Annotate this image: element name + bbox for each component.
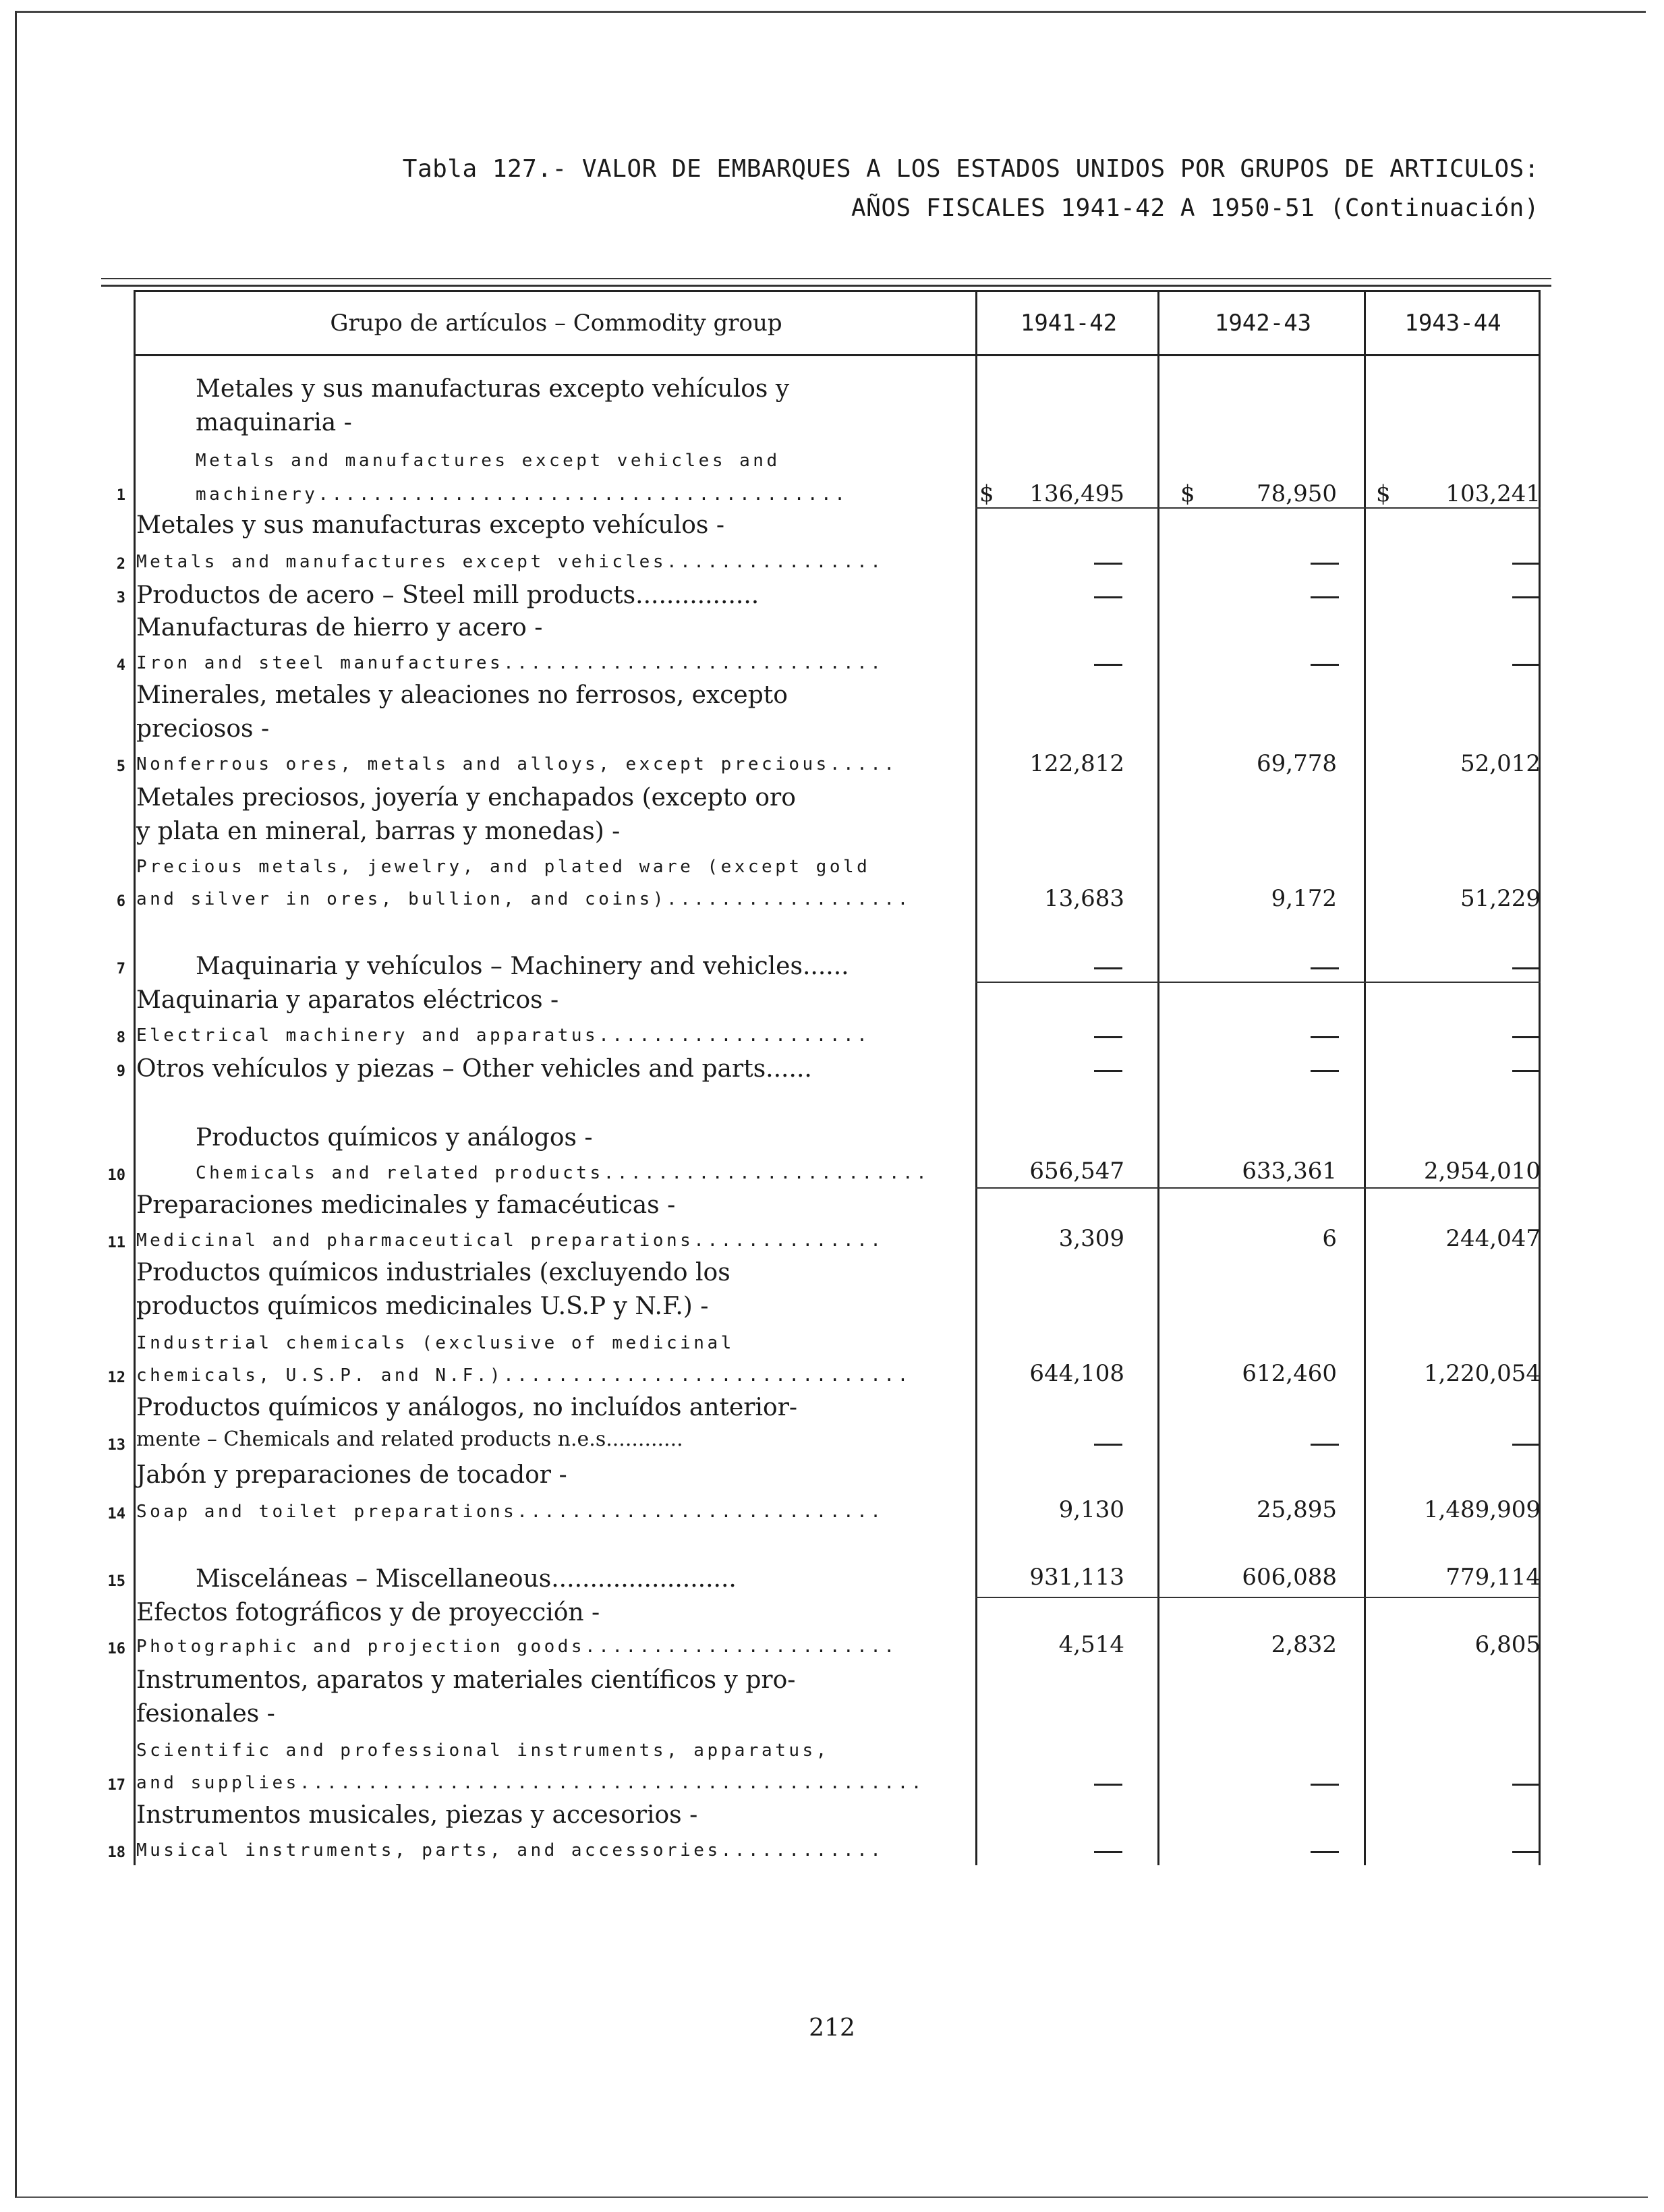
title-line-2: AÑOS FISCALES 1941-42 A 1950-51 (Continuación) — [851, 194, 1539, 222]
row-label-en: Precious metals, jewelry, and plated ware (except gold — [136, 857, 871, 877]
row-label-en: Photographic and projection goods....................... — [136, 1637, 898, 1657]
row-label-es: Efectos fotográficos y de proyección - — [136, 1599, 600, 1626]
empty-value-dash — [1311, 664, 1339, 666]
currency-sign: $ — [979, 480, 994, 507]
row-label-es: Otros vehículos y piezas – Other vehicles and parts...... — [136, 1055, 812, 1083]
row-label-es: Jabón y preparaciones de tocador - — [136, 1461, 567, 1489]
value-1942-43: 9,172 — [1271, 885, 1337, 912]
empty-value-dash — [1512, 1036, 1541, 1038]
table-title — [403, 150, 1539, 228]
row-number: 13 — [107, 1437, 125, 1454]
empty-value-dash — [1094, 1070, 1122, 1072]
empty-value-dash — [1512, 596, 1541, 598]
row-label-es: Manufacturas de hierro y acero - — [136, 614, 543, 642]
value-1941-42: 13,683 — [1044, 885, 1124, 912]
value-1943-44: 1,220,054 — [1423, 1360, 1541, 1387]
row-number: 7 — [116, 961, 125, 977]
row-label-es: fesionales - — [136, 1700, 275, 1728]
empty-value-dash — [1311, 1444, 1339, 1446]
row-label-en: Medicinal and pharmaceutical preparations.............. — [136, 1230, 884, 1251]
value-1942-43: 2,832 — [1271, 1631, 1337, 1658]
empty-value-dash — [1512, 1444, 1541, 1446]
currency-sign: $ — [1180, 480, 1195, 507]
empty-value-dash — [1311, 967, 1339, 969]
row-label-es: Maquinaria y aparatos eléctricos - — [136, 986, 559, 1014]
column-rule — [1157, 290, 1159, 1865]
row-label-es: Instrumentos musicales, piezas y accesorios - — [136, 1801, 698, 1829]
row-label-es: Preparaciones medicinales y famacéuticas - — [136, 1191, 676, 1219]
row-label-es: preciosos - — [136, 715, 270, 743]
row-number: 12 — [107, 1369, 125, 1386]
row-label-en: and silver in ores, bullion, and coins).................. — [136, 889, 911, 909]
column-rule — [975, 290, 977, 1865]
row-number: 6 — [116, 893, 125, 910]
value-1943-44: 1,489,909 — [1423, 1496, 1541, 1523]
header-rule — [101, 278, 1551, 279]
row-label-es: Instrumentos, aparatos y materiales científicos y pro- — [136, 1666, 796, 1694]
row-label-en: machinery....................................... — [196, 484, 849, 505]
row-label-es: Maquinaria y vehículos – Machinery and vehicles...... — [196, 953, 849, 980]
header-col-1942-43: 1942-43 — [1214, 310, 1312, 337]
header-rule — [101, 285, 1551, 287]
value-1941-42: 122,812 — [1029, 750, 1124, 777]
row-label-en: Nonferrous ores, metals and alloys, except precious..... — [136, 754, 898, 774]
row-label-en: Metals and manufactures except vehicles and — [196, 451, 780, 471]
row-label-es: Metales y sus manufacturas excepto vehículos y — [196, 375, 790, 403]
row-label-en: Soap and toilet preparations........................... — [136, 1502, 884, 1522]
empty-value-dash — [1311, 1784, 1339, 1786]
value-1942-43: 78,950 — [1257, 480, 1337, 507]
value-1941-42: 931,113 — [1029, 1564, 1124, 1591]
empty-value-dash — [1094, 563, 1122, 565]
row-label-es: Productos químicos y análogos, no incluídos anterior- — [136, 1394, 798, 1421]
value-1942-43: 69,778 — [1257, 750, 1337, 777]
empty-value-dash — [1311, 596, 1339, 598]
value-1942-43: 25,895 — [1257, 1496, 1337, 1523]
empty-value-dash — [1512, 1851, 1541, 1853]
row-label-es: Productos de acero – Steel mill products................ — [136, 582, 759, 609]
row-divider — [975, 982, 1541, 983]
row-number: 15 — [107, 1573, 125, 1590]
value-1943-44: 244,047 — [1445, 1225, 1541, 1252]
row-label-en: Iron and steel manufactures............................ — [136, 653, 884, 673]
row-label-es: Productos químicos industriales (excluyendo los — [136, 1259, 730, 1286]
row-number: 11 — [107, 1235, 125, 1251]
row-number: 10 — [107, 1167, 125, 1184]
row-number: 2 — [116, 556, 125, 573]
row-label-en: Electrical machinery and apparatus.................... — [136, 1025, 871, 1046]
header-col-1943-44: 1943-44 — [1404, 310, 1501, 337]
row-label-es: Productos químicos y análogos - — [196, 1124, 593, 1152]
value-1941-42: 644,108 — [1029, 1360, 1124, 1387]
empty-value-dash — [1311, 1851, 1339, 1853]
value-1941-42: 656,547 — [1029, 1158, 1124, 1185]
row-divider — [975, 1597, 1541, 1598]
row-label-es: productos químicos medicinales U.S.P y N.F.) - — [136, 1293, 709, 1320]
row-label-en: Scientific and professional instruments, apparatus, — [136, 1740, 830, 1761]
table-header — [134, 290, 1541, 356]
row-number: 1 — [116, 487, 125, 504]
row-number: 14 — [107, 1506, 125, 1523]
row-label-es: mente – Chemicals and related products n.e.s............ — [136, 1427, 683, 1451]
row-label-en: chemicals, U.S.P. and N.F.).............................. — [136, 1365, 911, 1386]
title-line-1: Tabla 127.- VALOR DE EMBARQUES A LOS ESTADOS UNIDOS POR GRUPOS DE ARTICULOS: — [402, 155, 1539, 183]
empty-value-dash — [1094, 1444, 1122, 1446]
empty-value-dash — [1311, 1036, 1339, 1038]
row-label-es: Metales y sus manufacturas excepto vehículos - — [136, 511, 725, 539]
empty-value-dash — [1094, 1784, 1122, 1786]
row-number: 9 — [116, 1063, 125, 1080]
column-rule — [1364, 290, 1366, 1865]
row-number: 18 — [107, 1844, 125, 1861]
value-1941-42: 4,514 — [1058, 1631, 1124, 1658]
empty-value-dash — [1512, 1070, 1541, 1072]
empty-value-dash — [1094, 664, 1122, 666]
empty-value-dash — [1512, 563, 1541, 565]
row-number: 16 — [107, 1641, 125, 1657]
empty-value-dash — [1311, 1070, 1339, 1072]
value-1941-42: 3,309 — [1058, 1225, 1124, 1252]
value-1943-44: 6,805 — [1474, 1631, 1541, 1658]
row-number: 3 — [116, 590, 125, 606]
header-group: Grupo de artículos – Commodity group — [330, 310, 782, 337]
value-1941-42: 136,495 — [1029, 480, 1124, 507]
column-rule — [1539, 290, 1541, 1865]
empty-value-dash — [1512, 967, 1541, 969]
row-label-en: Chemicals and related products........................ — [196, 1163, 930, 1183]
empty-value-dash — [1094, 596, 1122, 598]
row-number: 8 — [116, 1029, 125, 1046]
value-1943-44: 2,954,010 — [1423, 1158, 1541, 1185]
empty-value-dash — [1311, 563, 1339, 565]
empty-value-dash — [1094, 1851, 1122, 1853]
value-1942-43: 606,088 — [1242, 1564, 1337, 1591]
value-1943-44: 51,229 — [1460, 885, 1541, 912]
empty-value-dash — [1512, 1784, 1541, 1786]
row-label-en: Industrial chemicals (exclusive of medicinal — [136, 1333, 735, 1353]
row-label-en: and supplies.............................................. — [136, 1773, 925, 1793]
empty-value-dash — [1094, 1036, 1122, 1038]
empty-value-dash — [1512, 664, 1541, 666]
row-number: 4 — [116, 657, 125, 674]
row-label-en: Musical instruments, parts, and accessories............ — [136, 1840, 884, 1861]
row-label-en: Metals and manufactures except vehicles................ — [136, 552, 884, 572]
value-1943-44: 103,241 — [1445, 480, 1541, 507]
row-divider — [975, 1187, 1541, 1189]
header-col-1941-42: 1941-42 — [1020, 310, 1118, 337]
empty-value-dash — [1094, 967, 1122, 969]
row-number: 17 — [107, 1777, 125, 1794]
value-1941-42: 9,130 — [1058, 1496, 1124, 1523]
row-number: 5 — [116, 758, 125, 775]
value-1942-43: 633,361 — [1242, 1158, 1337, 1185]
row-label-es: Minerales, metales y aleaciones no ferrosos, excepto — [136, 681, 788, 709]
value-1943-44: 779,114 — [1445, 1564, 1541, 1591]
value-1942-43: 6 — [1322, 1225, 1337, 1252]
row-label-es: maquinaria - — [196, 409, 352, 436]
page-number: 212 — [809, 2014, 855, 2042]
row-label-es: Metales preciosos, joyería y enchapados (excepto oro — [136, 784, 796, 812]
row-divider — [975, 507, 1541, 509]
value-1943-44: 52,012 — [1460, 750, 1541, 777]
column-rule — [134, 356, 136, 1865]
currency-sign: $ — [1376, 480, 1391, 507]
value-1942-43: 612,460 — [1242, 1360, 1337, 1387]
row-label-es: y plata en mineral, barras y monedas) - — [136, 818, 621, 845]
row-label-es: Misceláneas – Miscellaneous........................ — [196, 1565, 737, 1593]
